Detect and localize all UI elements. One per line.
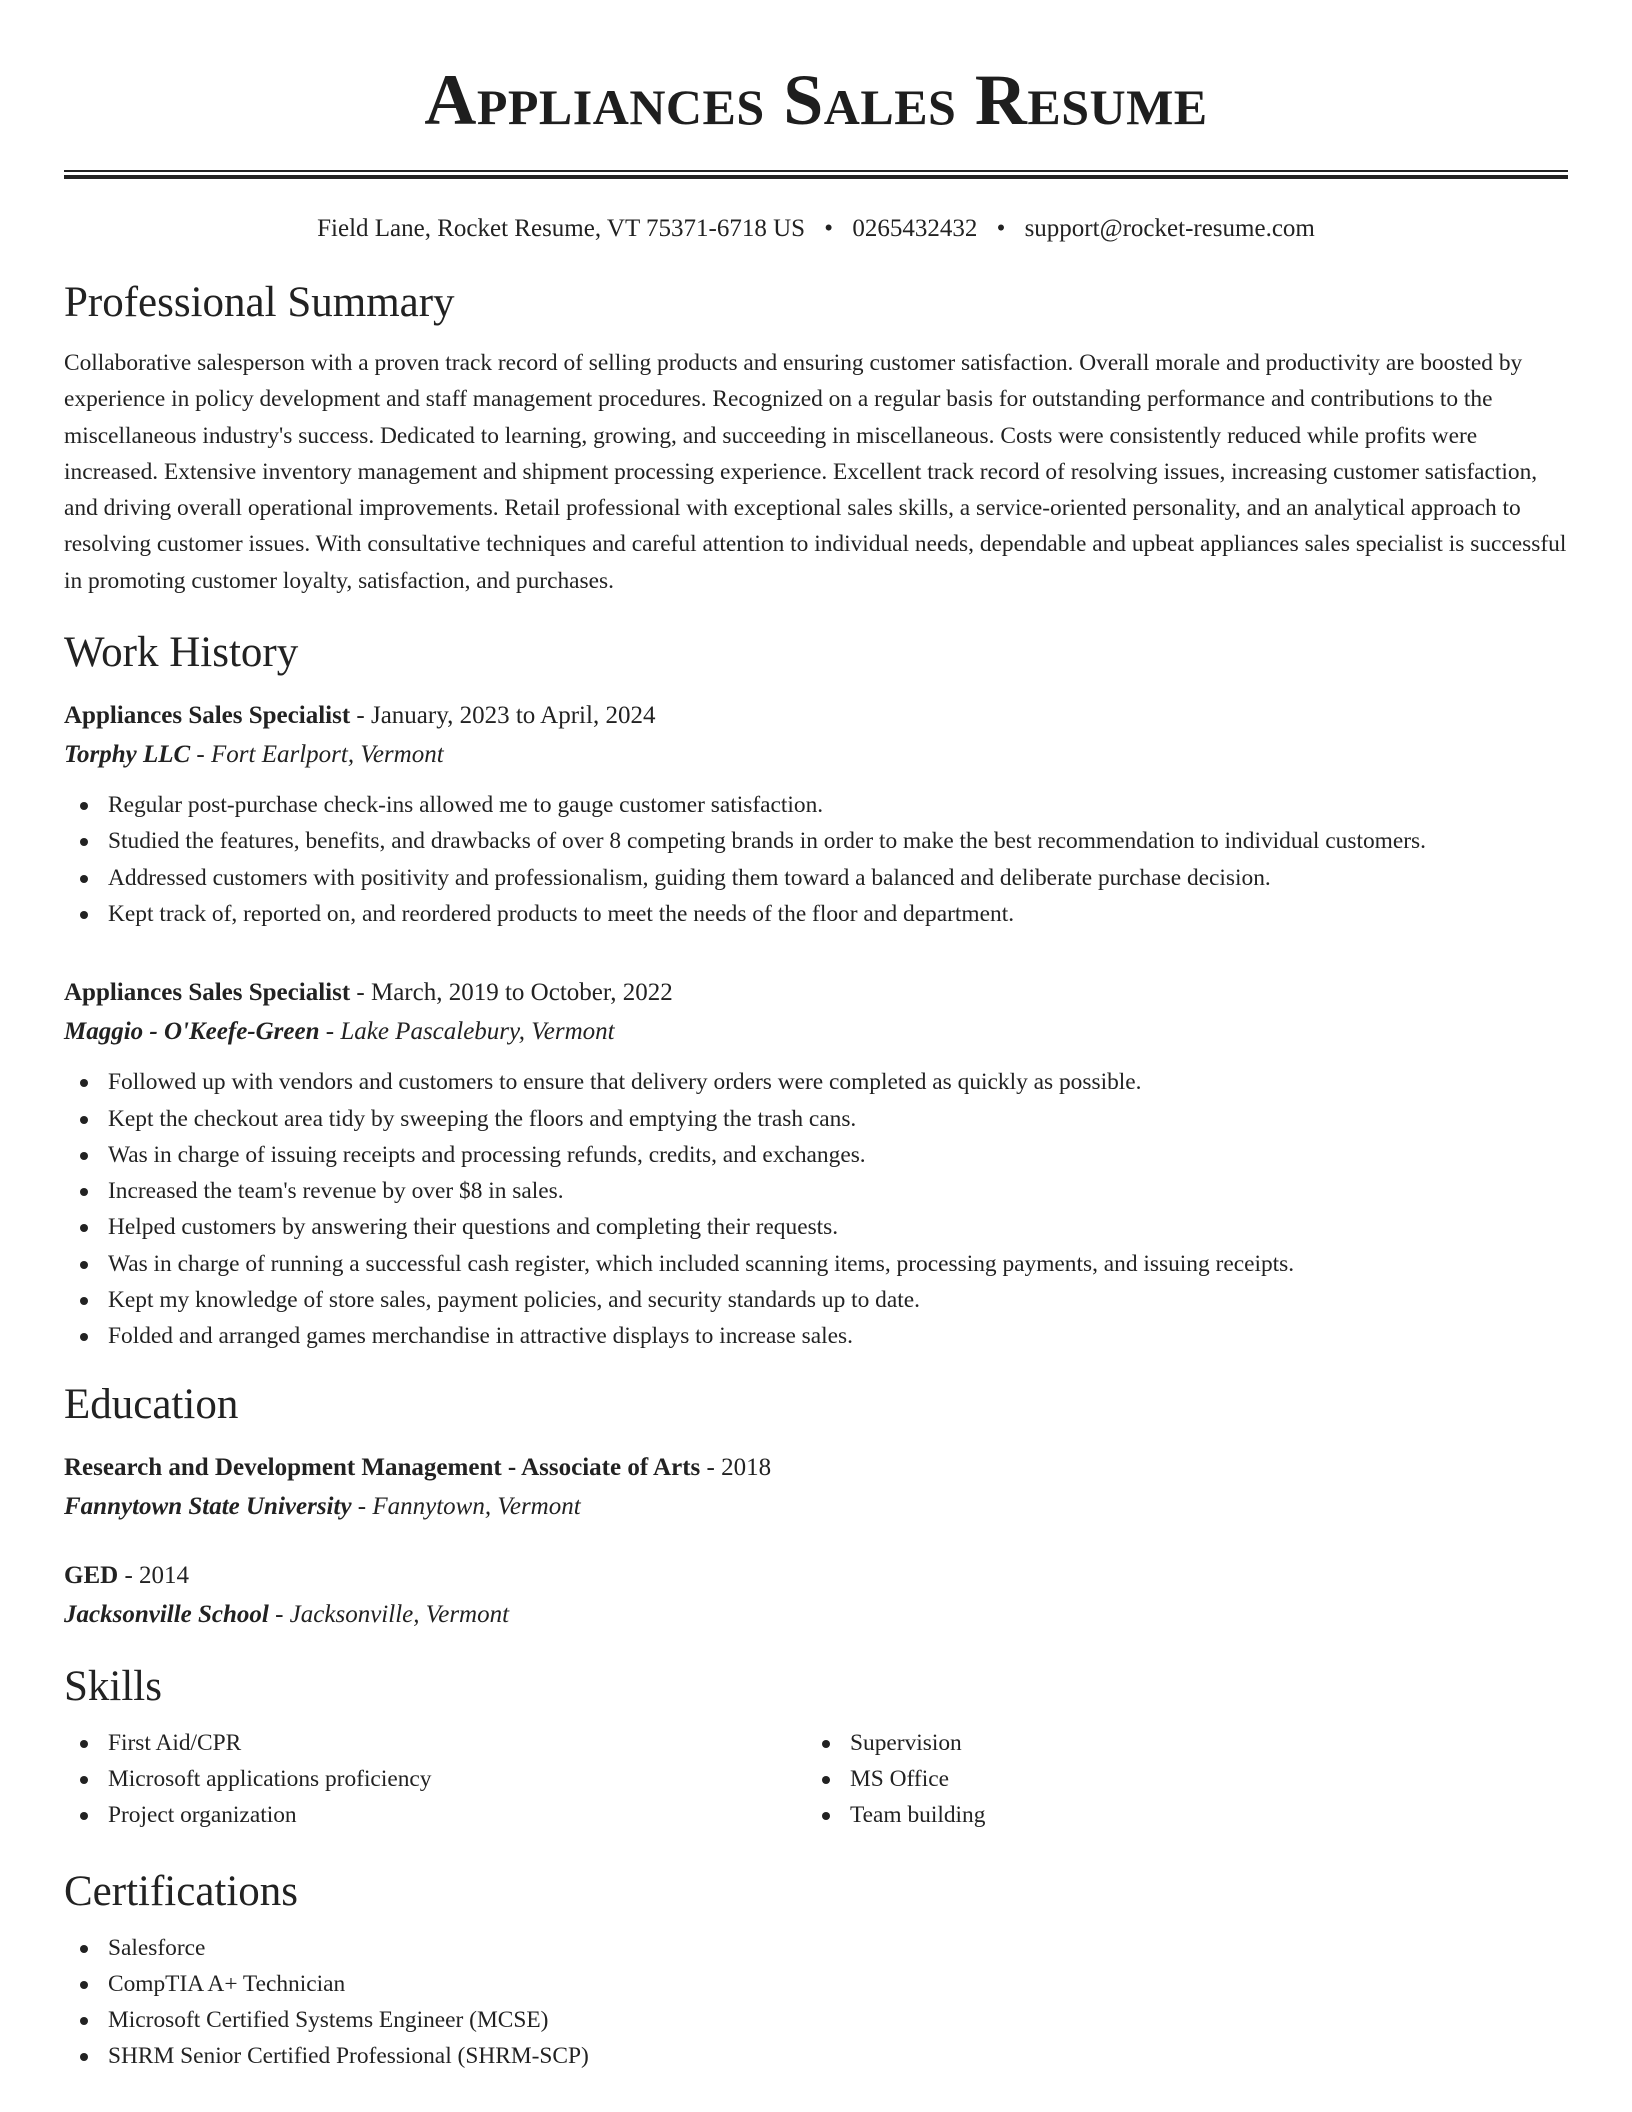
school-location: - Fannytown, Vermont [351, 1492, 581, 1520]
certifications-heading: Certifications [64, 1867, 299, 1915]
contact-phone: 0265432432 [852, 215, 978, 242]
degree: Research and Development Management - Associate of Arts [64, 1453, 701, 1481]
job-title: Appliances Sales Specialist [64, 979, 351, 1007]
job-title-line [64, 974, 1568, 1012]
list-item: Folded and arranged games merchandise in attractive displays to increase sales. [64, 1318, 1568, 1354]
work-history-heading: Work History [64, 629, 299, 677]
education-heading: Education [64, 1380, 239, 1428]
list-item: Was in charge of issuing receipts and processing refunds, credits, and exchanges. [64, 1137, 1568, 1173]
job-bullets [64, 1064, 1568, 1354]
certifications-list [64, 1930, 1568, 2075]
job-company-line [64, 1012, 1568, 1052]
job-dates: - January, 2023 to April, 2024 [350, 702, 656, 730]
list-item: Project organization [64, 1797, 806, 1833]
school-line [64, 1595, 1568, 1635]
job-location: - Lake Pascalebury, Vermont [319, 1018, 615, 1046]
list-item: Studied the features, benefits, and drawbacks of over 8 competing brands in order to make the best recommendation to individual customers. [64, 823, 1568, 859]
degree: GED [64, 1561, 119, 1589]
school-name: Fannytown State University [64, 1492, 352, 1520]
skills-right-column [806, 1725, 1548, 1834]
contact-address: Field Lane, Rocket Resume, VT 75371-6718 US [317, 215, 806, 242]
summary-text: Collaborative salesperson with a proven track record of selling products and ensuring customer satisfaction. Overall morale and productivity are boosted by experience in policy development and staff management procedures. Recognized on a regular basis for outstanding performance and contributions to the miscellaneous industry's success. Dedicated to learning, growing, and succeeding in miscellaneous. Costs were consistently reduced while profits were increased. Extensive inventory management and shipment processing experience. Excellent track record of resolving issues, increasing customer satisfaction, and driving overall operational improvements. Retail professional with exceptional sales skills, a service-oriented personality, and an analytical approach to resolving customer issues. With consultative techniques and careful attention to individual needs, dependable and upbeat appliances sales specialist is successful in promoting customer loyalty, satisfaction, and purchases. [64, 350, 1567, 594]
list-item: Kept track of, reported on, and reordered products to meet the needs of the floor and department. [64, 896, 1568, 932]
skills-heading: Skills [64, 1662, 162, 1710]
list-item: Regular post-purchase check-ins allowed me to gauge customer satisfaction. [64, 787, 1568, 823]
list-item: Microsoft applications proficiency [64, 1761, 806, 1797]
contact-separator: • [824, 215, 834, 242]
list-item: SHRM Senior Certified Professional (SHRM-SCP) [64, 2038, 1568, 2074]
list-item: Kept the checkout area tidy by sweeping the floors and emptying the trash cans. [64, 1101, 1568, 1137]
list-item: Addressed customers with positivity and professionalism, guiding them toward a balanced and deliberate purchase decision. [64, 860, 1568, 896]
degree-year: - 2014 [118, 1561, 190, 1589]
education-entry [64, 1449, 1568, 1527]
list-item: Increased the team's revenue by over $8 in sales. [64, 1173, 1568, 1209]
job-company: Maggio - O'Keefe-Green [64, 1018, 320, 1046]
list-item: CompTIA A+ Technician [64, 1966, 1568, 2002]
list-item: Microsoft Certified Systems Engineer (MCSE) [64, 2002, 1568, 2038]
job-entry [64, 697, 1568, 932]
list-item: Team building [806, 1797, 1548, 1833]
summary-heading: Professional Summary [64, 279, 455, 326]
degree-line [64, 1557, 1568, 1595]
resume-title: Appliances Sales Resume [424, 60, 1208, 140]
school-name: Jacksonville School [64, 1600, 269, 1628]
list-item: Salesforce [64, 1930, 1568, 1966]
list-item: MS Office [806, 1761, 1548, 1797]
list-item: Followed up with vendors and customers to ensure that delivery orders were completed as quickly as possible. [64, 1064, 1568, 1100]
education-entry [64, 1557, 1568, 1635]
list-item: Helped customers by answering their questions and completing their requests. [64, 1209, 1568, 1245]
degree-year: - 2018 [700, 1453, 772, 1481]
list-item: First Aid/CPR [64, 1725, 806, 1761]
degree-line [64, 1449, 1568, 1487]
job-entry [64, 974, 1568, 1354]
school-line [64, 1487, 1568, 1527]
job-bullets [64, 787, 1568, 932]
job-title: Appliances Sales Specialist [64, 702, 351, 730]
title-divider [64, 170, 1568, 179]
job-title-line [64, 697, 1568, 735]
list-item: Was in charge of running a successful cash register, which included scanning items, processing payments, and issuing receipts. [64, 1246, 1568, 1282]
job-company: Torphy LLC [64, 741, 191, 769]
contact-line [64, 213, 1568, 245]
job-location: - Fort Earlport, Vermont [190, 741, 444, 769]
list-item: Kept my knowledge of store sales, payment policies, and security standards up to date. [64, 1282, 1568, 1318]
job-dates: - March, 2019 to October, 2022 [350, 979, 673, 1007]
list-item: Supervision [806, 1725, 1548, 1761]
job-company-line [64, 735, 1568, 775]
contact-separator: • [996, 215, 1006, 242]
skills-columns [64, 1725, 1568, 1834]
skills-left-column [64, 1725, 806, 1834]
school-location: - Jacksonville, Vermont [268, 1600, 510, 1628]
contact-email[interactable]: support@rocket-resume.com [1024, 215, 1315, 242]
